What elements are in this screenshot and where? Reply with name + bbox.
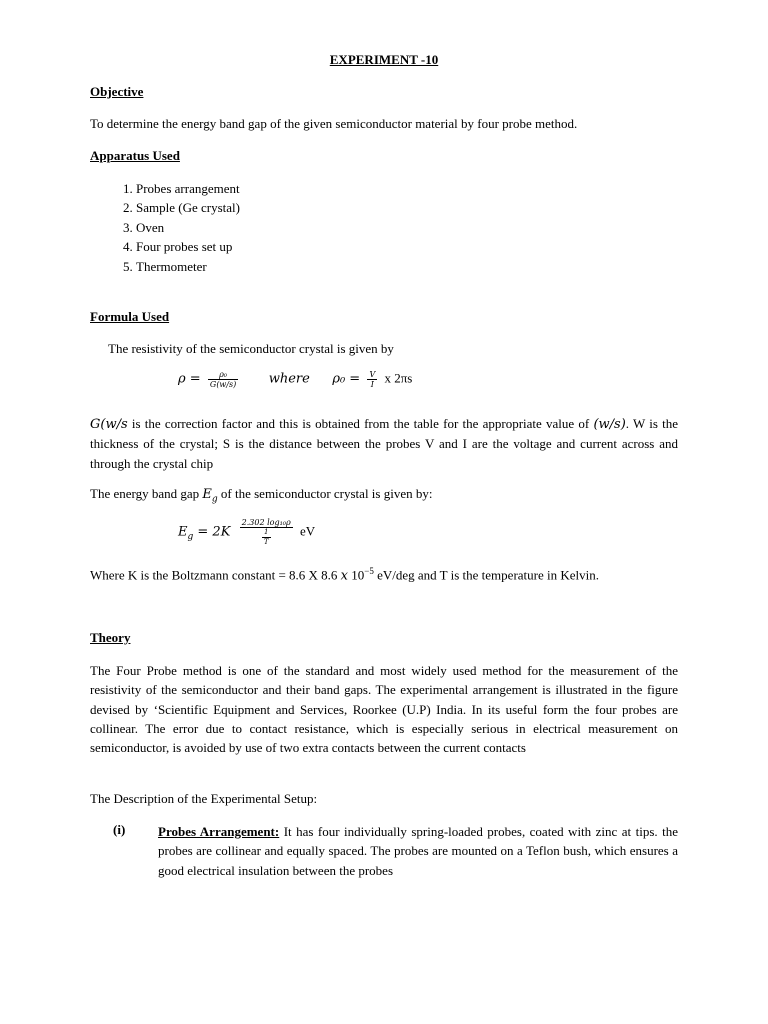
bandgap-intro-post: of the semiconductor crystal is given by: — [217, 486, 433, 501]
boltzmann-base: 10 — [348, 567, 365, 583]
inverse-t-den: T — [263, 538, 269, 546]
correction-symbol: G(w/s — [90, 417, 128, 432]
inverse-t-fraction — [262, 528, 271, 547]
setup-item-title: Probes Arrangement: — [158, 824, 280, 839]
theory-heading: Theory — [90, 630, 131, 645]
setup-item-body — [158, 822, 678, 880]
eg-symbol: E — [202, 487, 212, 502]
bandgap-equation — [178, 518, 315, 547]
apparatus-item: 3. Oven — [136, 218, 240, 237]
formula-intro: The resistivity of the semiconductor crystal is given by — [108, 341, 394, 356]
correction-line3: and current across and through the crystal chip — [90, 436, 678, 471]
eg-subscript: g — [211, 494, 218, 505]
objective-heading: Objective — [90, 84, 144, 99]
setup-item-text: It has four individually spring-loaded probes, coated with zinc at tips. the probes are collinear and equally spaced. The probes are mounted on a Teflon bush, which ensures a good electrical insulation between the probes — [158, 824, 679, 878]
eg-eq: = 2K — [193, 524, 231, 540]
rho-fraction — [208, 370, 238, 389]
apparatus-item: 2. Sample (Ge crystal) — [136, 198, 240, 217]
correction-line1: is the correction factor and this is obtained from the table for the appropriate value of — [127, 416, 590, 431]
formula-heading: Formula Used — [90, 309, 170, 324]
correction-line2: . W is the thickness of the crystal; S is the distance between the probes V and I are the voltage — [90, 416, 679, 452]
setup-heading: The Description of the Experimental Setup: — [90, 791, 318, 806]
rho-fraction-den: G(w/s) — [209, 380, 237, 389]
inverse-t-num: 1 — [262, 528, 271, 538]
eg-fraction — [240, 518, 293, 547]
eg-lhs-sub: g — [187, 532, 194, 543]
boltzmann-exp: −5 — [364, 566, 374, 576]
objective-text: To determine the energy band gap of the given semiconductor material by four probe method. — [90, 116, 578, 131]
rho-lhs: ρ = — [178, 371, 201, 387]
eg-unit: eV — [299, 523, 316, 539]
where-label: where — [268, 371, 310, 387]
boltzmann-x: x — [340, 568, 349, 584]
rho0-rest: x 2πs — [384, 370, 413, 386]
eg-fraction-num: 2.302 log₁₀ρ — [241, 518, 291, 527]
rho0-lhs: ρ₀ = — [332, 371, 361, 387]
apparatus-item: 1. Probes arrangement — [136, 179, 240, 198]
rho0-fraction — [367, 370, 377, 389]
rho0-fraction-num: V — [369, 370, 376, 379]
boltzmann-pre: Where K is the Boltzmann constant = 8.6 X 8.6 — [90, 567, 341, 583]
correction-paragraph — [90, 414, 678, 473]
page-title: EXPERIMENT -10 — [329, 52, 439, 67]
bandgap-intro — [90, 486, 432, 505]
theory-paragraph: The Four Probe method is one of the standard and most widely used method for the measurement of the resistivity of the semiconductor and their band gaps. The experimental arrangement is illustrated in the figure devised by ‘Scientific Equipment and Services, Roorkee (U.P) India. In its useful form the four probes are collinear. The error due to contact resistance, which is especially serious in electrical measurement on semiconductor, is avoided by use of two extra contacts between the current contacts — [90, 663, 678, 756]
eg-fraction-den — [240, 528, 293, 547]
apparatus-item: 4. Four probes set up — [136, 237, 240, 256]
boltzmann-line — [90, 566, 599, 583]
rho0-fraction-den: I — [370, 380, 374, 389]
apparatus-list — [90, 179, 240, 276]
eg-lhs: E — [178, 524, 188, 540]
apparatus-item: 5. Thermometer — [136, 257, 240, 276]
resistivity-equation — [178, 370, 412, 389]
apparatus-heading: Apparatus Used — [90, 148, 180, 163]
boltzmann-post: eV/deg and T is the temperature in Kelvin. — [373, 567, 599, 583]
ws-symbol: (w/s) — [593, 417, 626, 432]
rho-fraction-num: ρ₀ — [208, 370, 238, 380]
bandgap-intro-pre: The energy band gap — [90, 486, 203, 501]
setup-item-marker: (i) — [113, 822, 126, 837]
